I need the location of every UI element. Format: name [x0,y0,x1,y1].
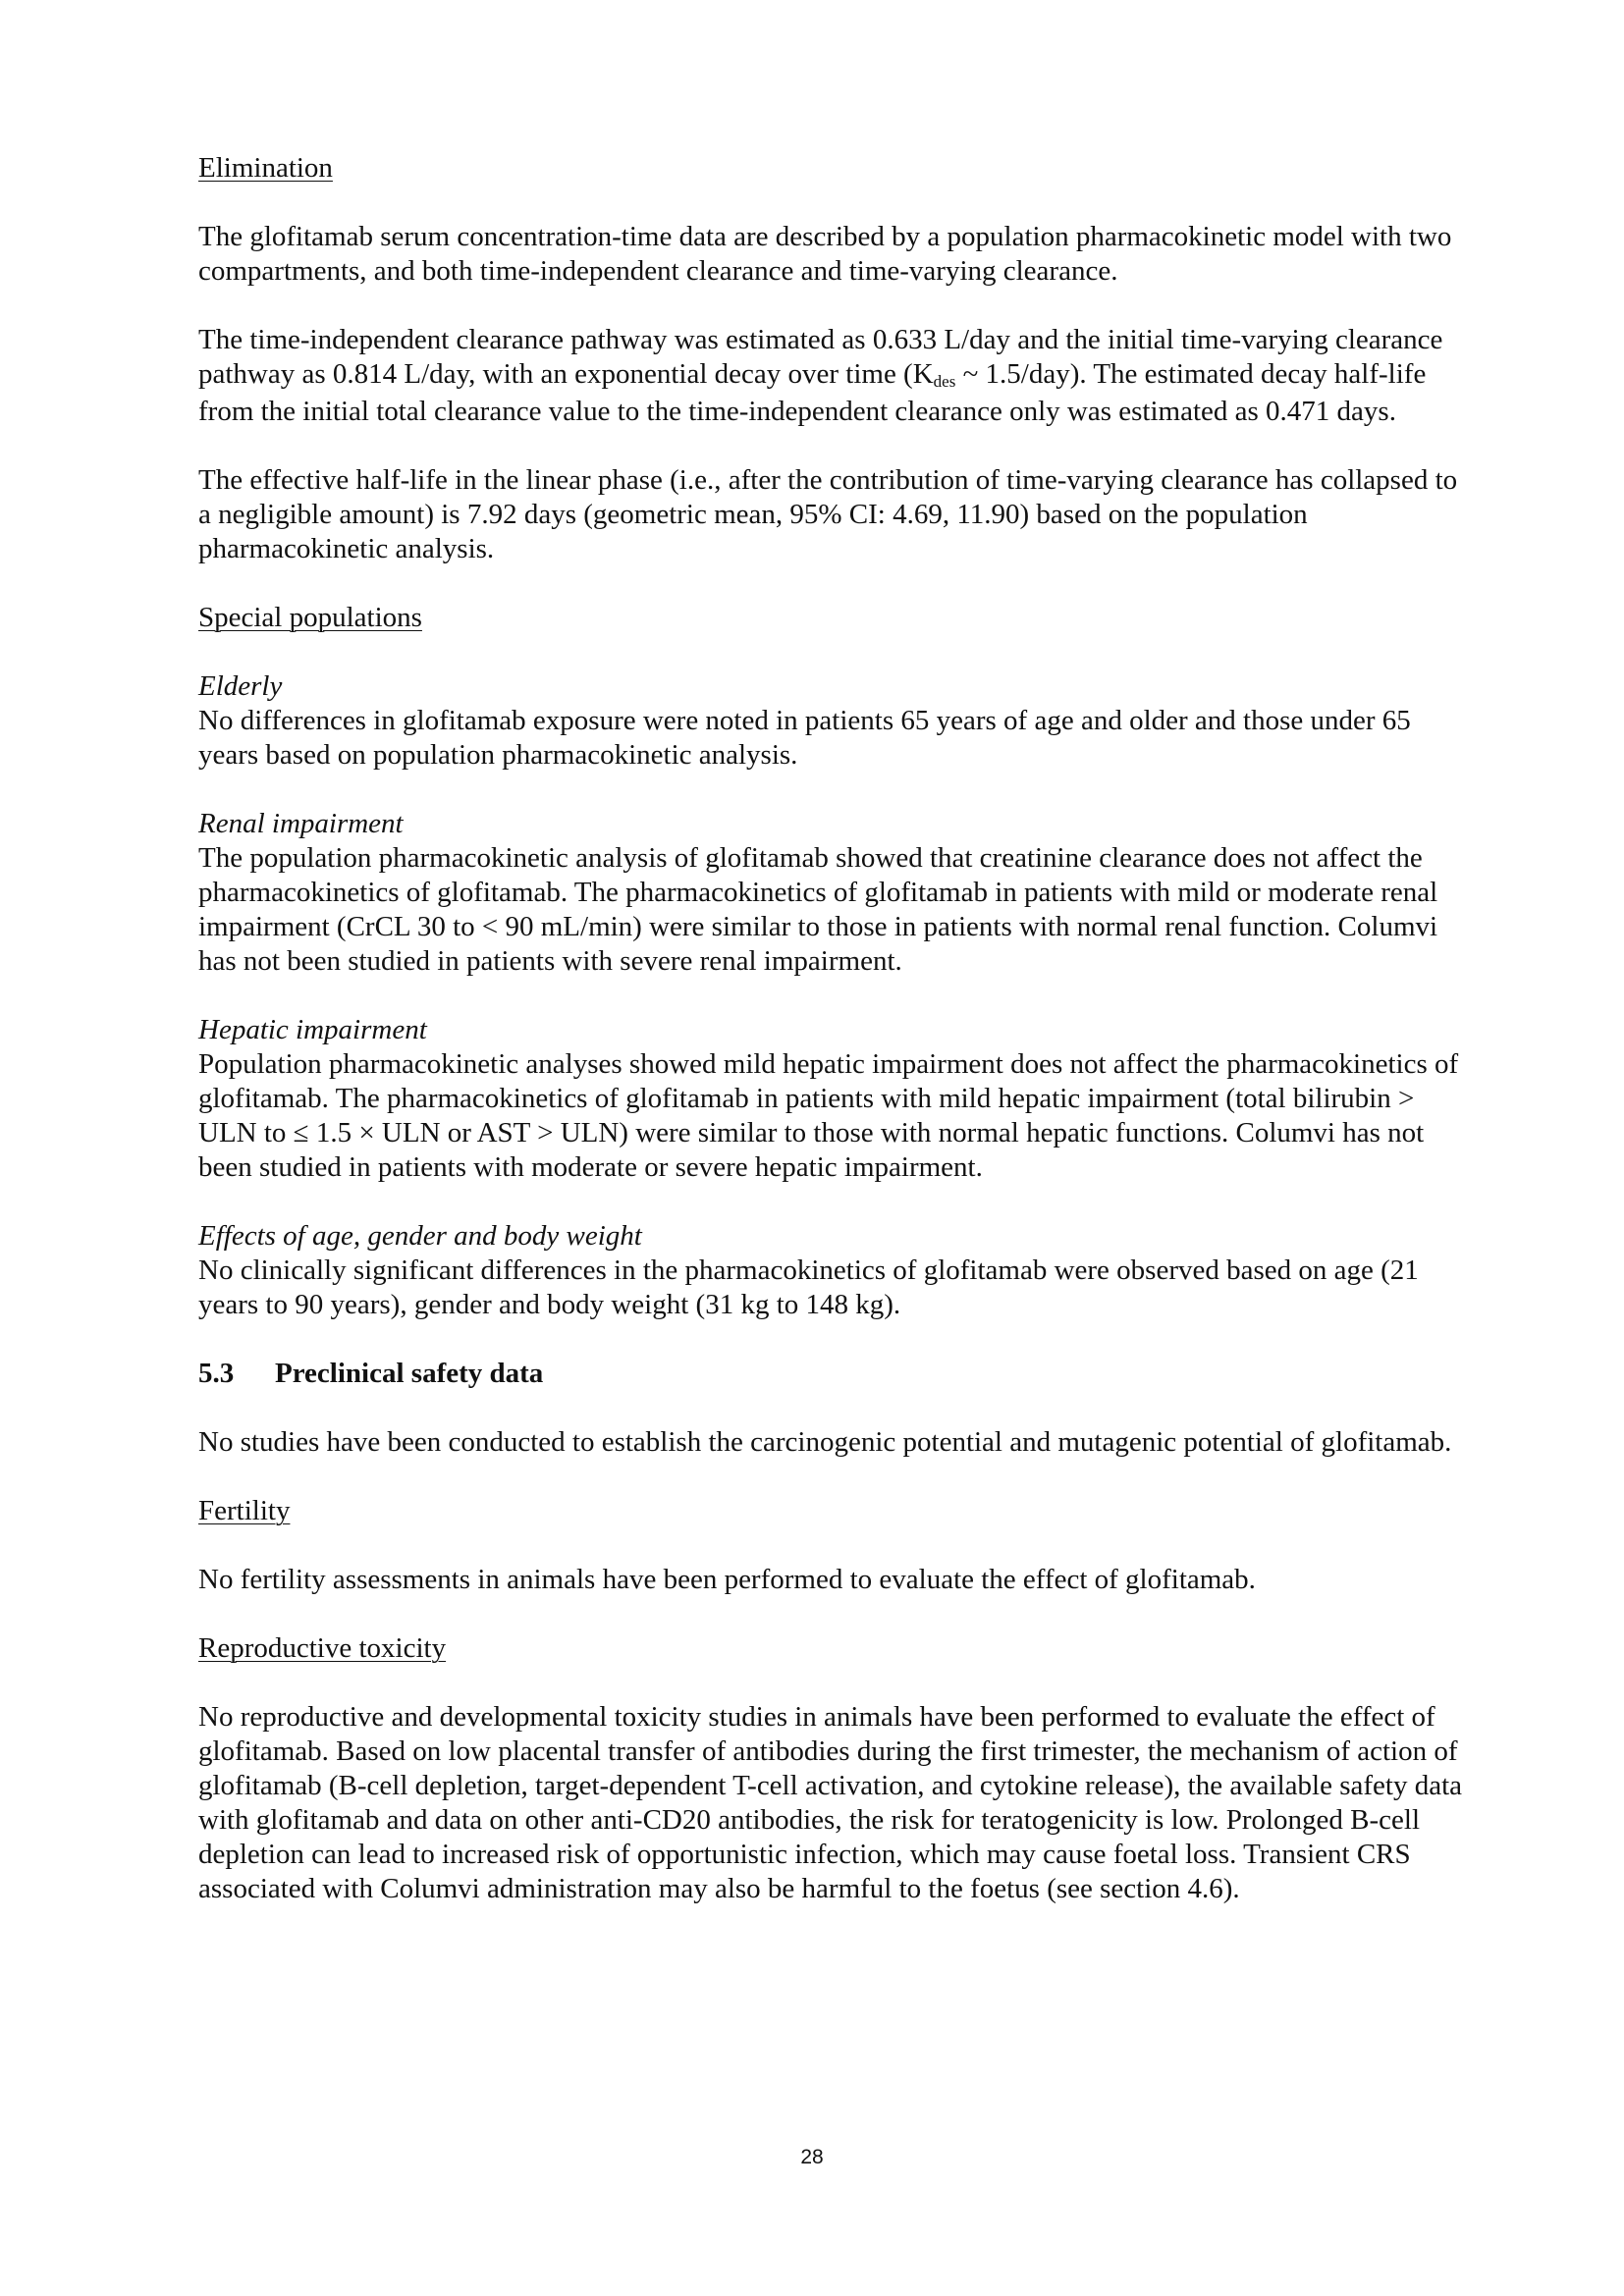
elimination-paragraph-2-part-a: The time-independent clearance pathway was estimated as 0.633 L/day and the initial time-varying clearance pathway as 0.814 L/day, with an exponential decay over time (K [198,324,1443,390]
fertility-heading: Fertility [198,1495,291,1526]
hepatic-impairment-subheading: Hepatic impairment [198,1014,427,1045]
section-title: Preclinical safety data [275,1358,544,1389]
elderly-subheading: Elderly [198,670,283,702]
section-number: 5.3 [198,1358,235,1389]
elimination-paragraph-2-part-b: ~ 1.5/day). The estimated decay half-life from the initial total clearance value to the time-independent clearance only was estimated as 0.471 days. [198,358,1427,427]
hepatic-impairment-text: Population pharmacokinetic analyses showed mild hepatic impairment does not affect the pharmacokinetics of glofitamab. The pharmacokinetics of glofitamab in patients with mild hepatic impairment (total bilirubin > ULN to ≤ 1.5 × ULN or AST > ULN) were similar to those with normal hepatic functions. Columvi has not been studied in patients with moderate or severe hepatic impairment. [198,1048,1459,1183]
renal-impairment-subheading: Renal impairment [198,808,404,839]
document-page [198,151,1475,1906]
fertility-text: No fertility assessments in animals have been performed to evaluate the effect of glofitamab. [198,1564,1256,1595]
special-populations-heading: Special populations [198,602,422,633]
reproductive-toxicity-heading: Reproductive toxicity [198,1632,447,1664]
elimination-paragraph-3: The effective half-life in the linear phase (i.e., after the contribution of time-varying clearance has collapsed to a negligible amount) is 7.92 days (geometric mean, 95% CI: 4.69, 11.90) based on the population pharmacokinetic analysis. [198,464,1458,564]
elimination-paragraph-2 [198,323,1475,429]
page-number: 28 [800,2146,824,2168]
elderly-text: No differences in glofitamab exposure were noted in patients 65 years of age and older and those under 65 years based on population pharmacokinetic analysis. [198,705,1411,771]
age-gender-weight-text: No clinically significant differences in the pharmacokinetics of glofitamab were observed based on age (21 years to 90 years), gender and body weight (31 kg to 148 kg). [198,1255,1419,1320]
preclinical-intro: No studies have been conducted to establish the carcinogenic potential and mutagenic potential of glofitamab. [198,1426,1452,1458]
age-gender-weight-subheading: Effects of age, gender and body weight [198,1220,642,1252]
elimination-paragraph-1: The glofitamab serum concentration-time data are described by a population pharmacokinetic model with two compartments, and both time-independent clearance and time-varying clearance. [198,221,1452,287]
section-5-3-heading [198,1357,1475,1391]
kdes-subscript: des [933,372,956,391]
renal-impairment-text: The population pharmacokinetic analysis of glofitamab showed that creatinine clearance does not affect the pharmacokinetics of glofitamab. The pharmacokinetics of glofitamab in patients with mild or moderate renal impairment (CrCL 30 to < 90 mL/min) were similar to those in patients with normal renal function. Columvi has not been studied in patients with severe renal impairment. [198,842,1438,977]
elimination-heading: Elimination [198,152,333,184]
reproductive-toxicity-text: No reproductive and developmental toxicity studies in animals have been performed to evaluate the effect of glofitamab. Based on low placental transfer of antibodies during the first trimester, the mechanism of action of glofitamab (B-cell depletion, target-dependent T-cell activation, and cytokine release), the available safety data with glofitamab and data on other anti-CD20 antibodies, the risk for teratogenicity is low. Prolonged B-cell depletion can lead to increased risk of opportunistic infection, which may cause foetal loss. Transient CRS associated with Columvi administration may also be harmful to the foetus (see section 4.6). [198,1701,1463,1904]
